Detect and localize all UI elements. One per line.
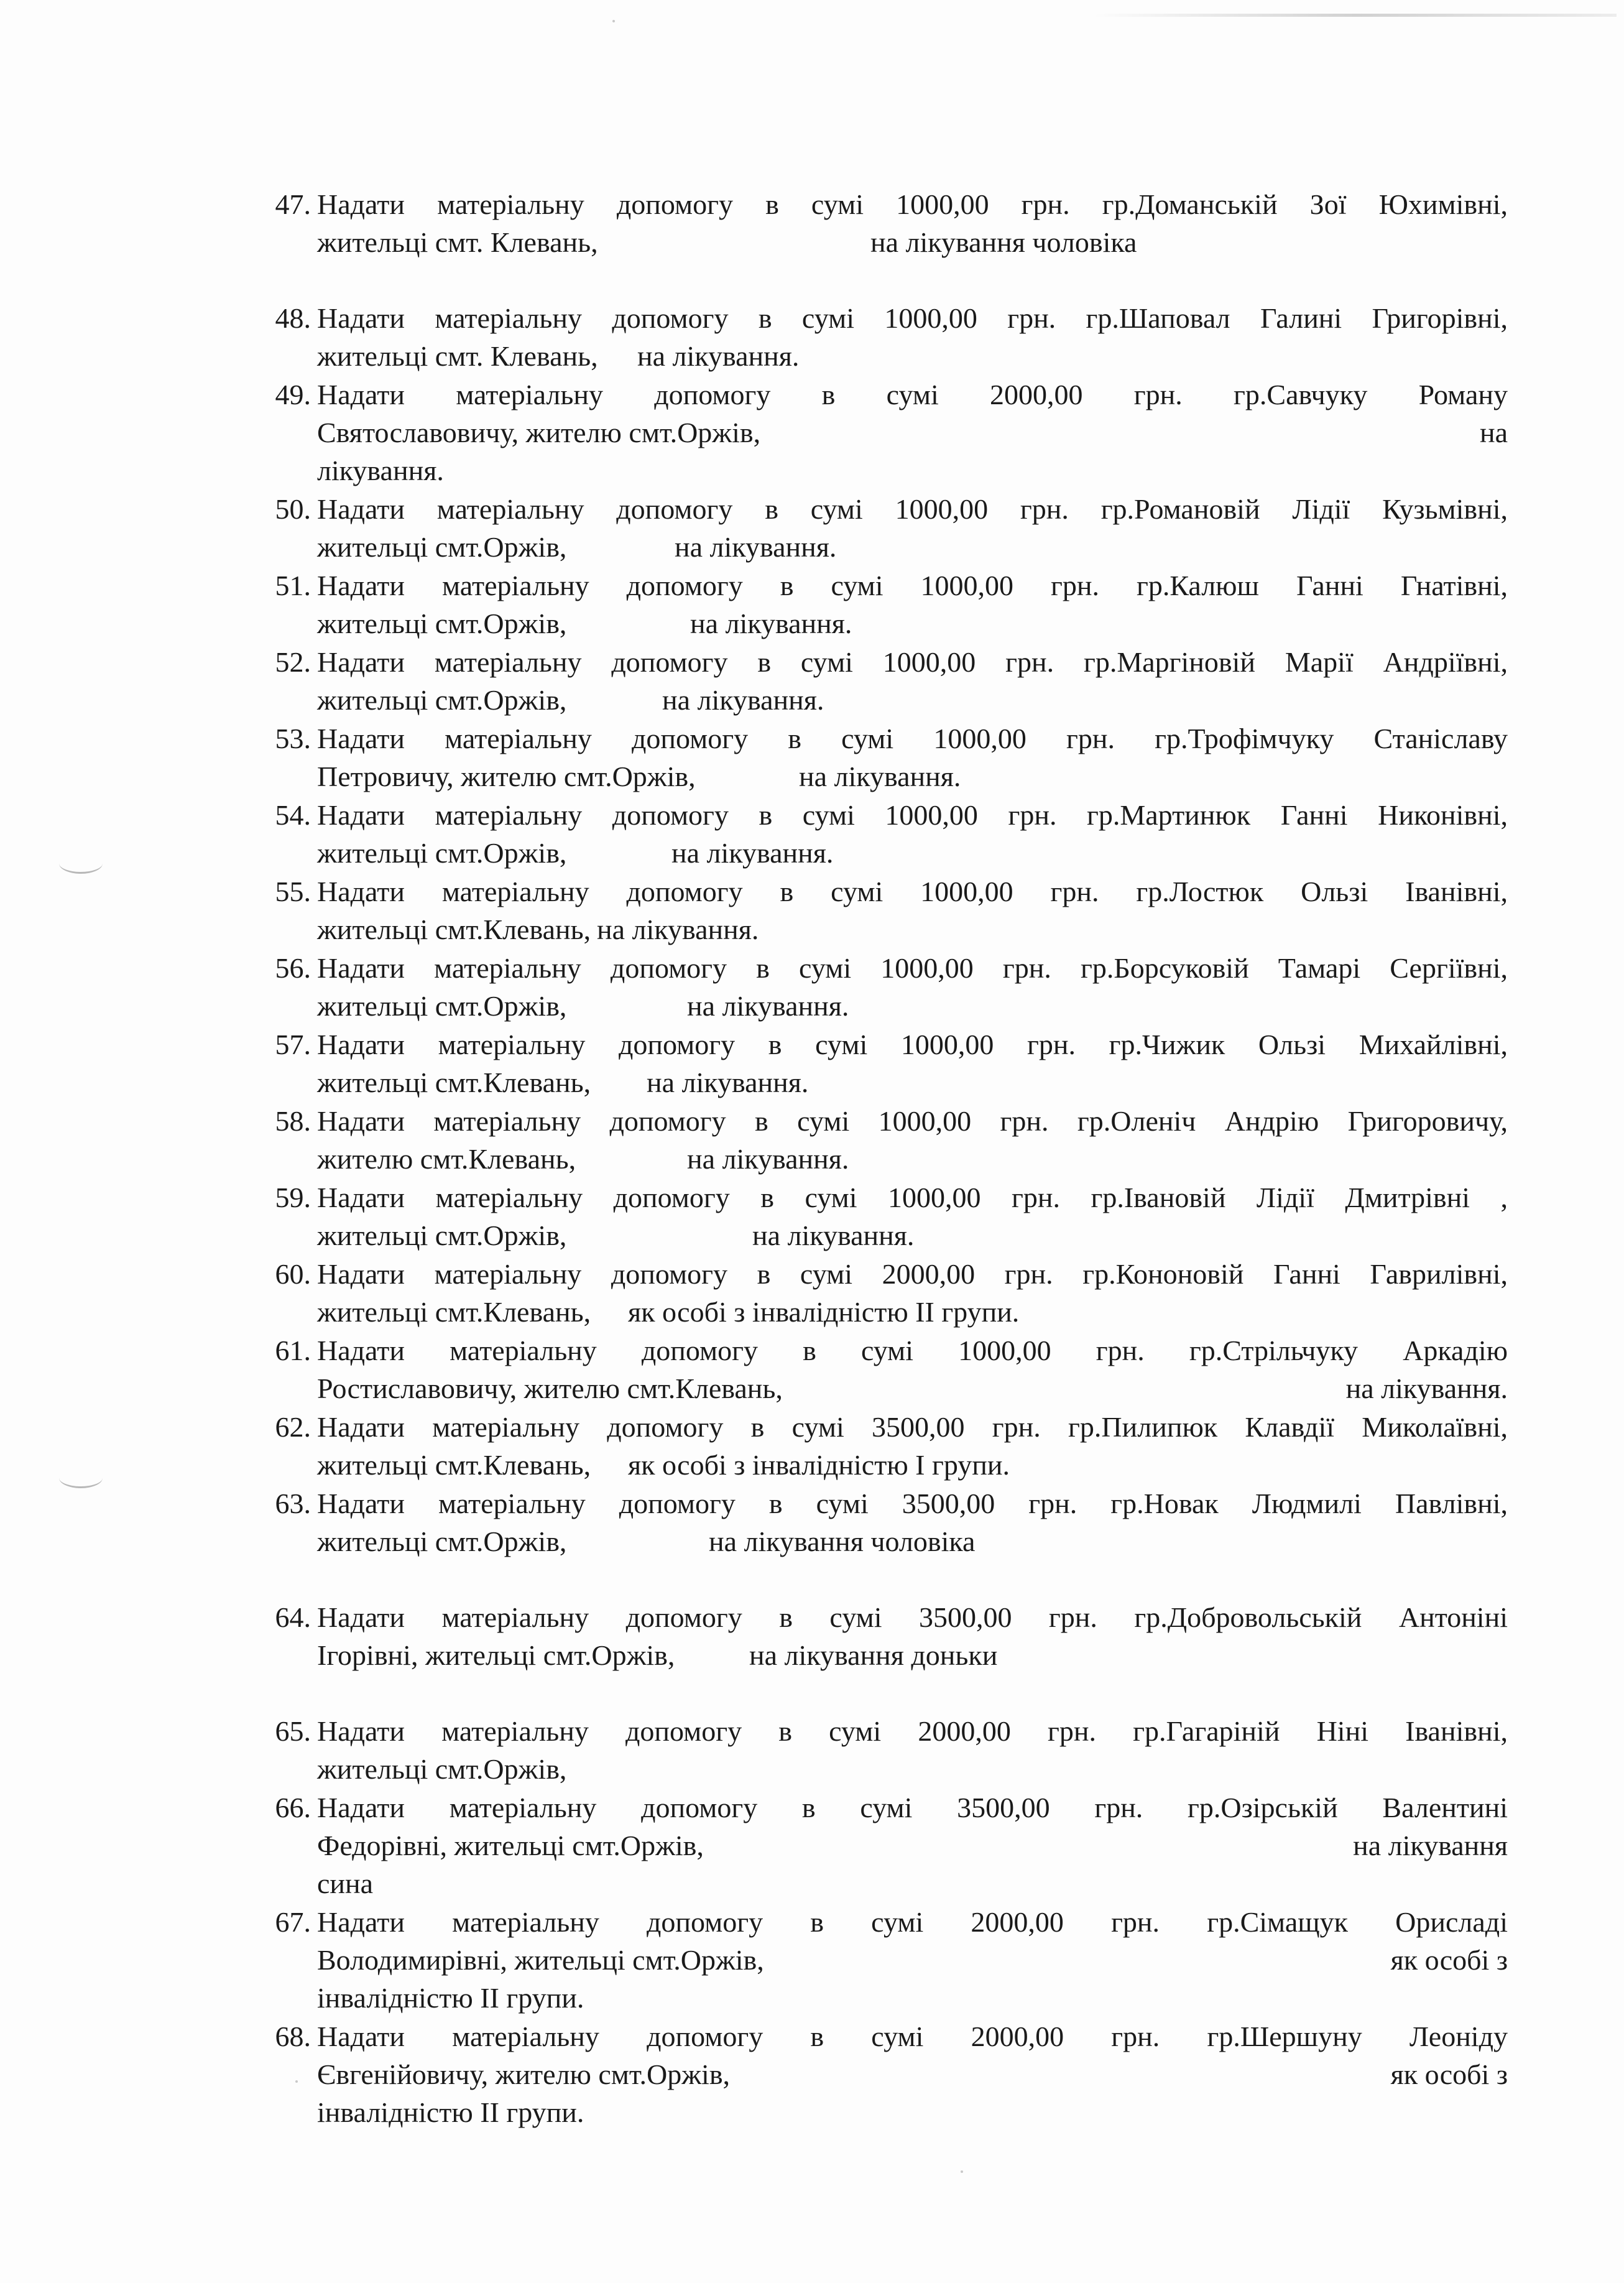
aid-purpose: на лікування чоловіка (870, 226, 1137, 258)
resolution-item (246, 490, 1508, 566)
aid-purpose: на лікування. (637, 340, 800, 372)
item-recipient-line (317, 414, 1508, 452)
resolution-item (246, 1598, 1508, 1674)
aid-purpose: на (1479, 417, 1508, 448)
recipient-residence: Ігорівні, жительці смт.Оржів, (317, 1639, 675, 1671)
item-recipient-line (317, 223, 1508, 261)
item-number: 64. (275, 1601, 311, 1633)
aid-purpose: на лікування. (647, 1067, 809, 1098)
resolution-item (246, 567, 1508, 642)
item-text-line: Надати матеріальну допомогу в сумі 2000,00 грн. гр.Шершуну Леоніду (317, 2021, 1508, 2052)
resolution-item (246, 1102, 1508, 1178)
item-text-line: Надати матеріальну допомогу в сумі 3500,00 грн. гр.Добровольській Антоніні (317, 1601, 1508, 1633)
item-continuation-line: інвалідністю ІІ групи. (317, 1982, 584, 2014)
item-number: 67. (275, 1906, 311, 1938)
item-number: 62. (275, 1411, 311, 1443)
resolution-item (246, 376, 1508, 489)
resolution-item (246, 949, 1508, 1025)
recipient-residence: жительці смт.Оржів, (317, 608, 567, 639)
item-recipient-line (317, 1369, 1508, 1407)
aid-purpose: на лікування чоловіка (709, 1526, 976, 1557)
aid-purpose: на лікування. (752, 1220, 915, 1251)
recipient-residence: Святославовичу, жителю смт.Оржів, (317, 417, 761, 448)
recipient-residence: жительці смт. Клевань, (317, 340, 598, 372)
resolution-item (246, 1331, 1508, 1407)
item-recipient-line (317, 528, 1508, 566)
item-number: 65. (275, 1715, 311, 1747)
item-text-line: Надати матеріальну допомогу в сумі 1000,00 грн. гр.Борсуковій Тамарі Сергіївні, (317, 952, 1508, 984)
resolution-item (246, 1408, 1508, 1484)
item-text-line: Надати матеріальну допомогу в сумі 1000,00 грн. гр.Романовій Лідії Кузьмівні, (317, 493, 1508, 525)
item-text-line: Надати матеріальну допомогу в сумі 1000,00 грн. гр.Доманській Зої Юхимівні, (317, 188, 1508, 220)
item-recipient-line (317, 1446, 1508, 1484)
item-recipient-line (317, 1216, 1508, 1254)
item-number: 47. (275, 188, 311, 220)
item-number: 53. (275, 723, 311, 754)
item-text-line: Надати матеріальну допомогу в сумі 1000,00 грн. гр.Маргіновій Марії Андріївні, (317, 646, 1508, 678)
aid-purpose: як особі з інвалідністю І групи. (628, 1449, 1010, 1481)
aid-purpose: на лікування (1353, 1830, 1508, 1861)
recipient-residence: жительці смт.Оржів, (317, 1753, 567, 1785)
item-number: 56. (275, 952, 311, 984)
item-continuation-line: лікування. (317, 455, 444, 486)
item-number: 61. (275, 1335, 311, 1366)
item-text-line: Надати матеріальну допомогу в сумі 1000,00 грн. гр.Стрільчуку Аркадію (317, 1335, 1508, 1366)
resolution-item (246, 2017, 1508, 2131)
item-number: 60. (275, 1258, 311, 1290)
recipient-residence: жительці смт.Оржів, (317, 837, 567, 869)
item-recipient-line (317, 1063, 1508, 1101)
item-number: 52. (275, 646, 311, 678)
recipient-residence: Володимирівні, жительці смт.Оржів, (317, 1944, 764, 1976)
item-text-line: Надати матеріальну допомогу в сумі 1000,00 грн. гр.Мартинюк Ганні Никонівні, (317, 799, 1508, 831)
item-text-line: Надати матеріальну допомогу в сумі 2000,00 грн. гр.Гагаріній Ніні Іванівні, (317, 1715, 1508, 1747)
aid-purpose: на лікування. (799, 761, 961, 792)
item-text-line: Надати матеріальну допомогу в сумі 1000,00 грн. гр.Чижик Ользі Михайлівні, (317, 1029, 1508, 1060)
recipient-residence: жительці смт.Оржів, (317, 684, 567, 716)
item-number: 54. (275, 799, 311, 831)
recipient-residence: жительці смт.Оржів, (317, 1526, 567, 1557)
aid-purpose: як особі з (1390, 1944, 1508, 1976)
item-recipient-line (317, 834, 1508, 872)
resolution-item (246, 1789, 1508, 1902)
resolution-item (246, 873, 1508, 948)
aid-purpose: на лікування. (671, 837, 834, 869)
recipient-residence: жительці смт.Клевань, (317, 1296, 591, 1328)
resolution-item (246, 185, 1508, 261)
punch-hole-mark (59, 853, 103, 874)
recipient-residence: жительці смт.Оржів, (317, 531, 567, 563)
item-text-line: Надати матеріальну допомогу в сумі 3500,00 грн. гр.Новак Людмилі Павлівні, (317, 1488, 1508, 1519)
aid-purpose: як особі з інвалідністю ІІ групи. (628, 1296, 1020, 1328)
aid-purpose: на лікування доньки (749, 1639, 998, 1671)
item-recipient-line (317, 1522, 1508, 1560)
item-recipient-line (317, 337, 1508, 375)
recipient-residence: жительці смт.Клевань, (317, 1067, 591, 1098)
item-number: 57. (275, 1029, 311, 1060)
resolution-item (246, 643, 1508, 719)
item-text-line: Надати матеріальну допомогу в сумі 1000,00 грн. гр.Івановій Лідії Дмитрівні , (317, 1182, 1508, 1213)
recipient-residence: жителю смт.Клевань, (317, 1143, 576, 1175)
scan-speck (961, 2170, 963, 2173)
item-recipient-line (317, 1827, 1508, 1864)
item-continuation-line: сина (317, 1868, 374, 1899)
recipient-residence: жительці смт.Клевань, (317, 914, 591, 945)
resolution-item (246, 299, 1508, 375)
item-recipient-line (317, 1293, 1508, 1331)
aid-purpose: на лікування. (597, 914, 759, 945)
item-text-line: Надати матеріальну допомогу в сумі 1000,00 грн. гр.Шаповал Галині Григорівні, (317, 302, 1508, 334)
item-recipient-line (317, 681, 1508, 719)
scan-speck (612, 20, 615, 22)
resolution-item (246, 1712, 1508, 1788)
item-recipient-line (317, 987, 1508, 1025)
aid-purpose: на лікування. (687, 990, 849, 1022)
item-number: 55. (275, 876, 311, 907)
item-number: 59. (275, 1182, 311, 1213)
recipient-residence: жительці смт.Оржів, (317, 990, 567, 1022)
resolution-items-list (246, 185, 1508, 2132)
item-text-line: Надати матеріальну допомогу в сумі 2000,00 грн. гр.Кононовій Ганні Гаврилівні, (317, 1258, 1508, 1290)
item-recipient-line (317, 1140, 1508, 1178)
item-number: 50. (275, 493, 311, 525)
aid-purpose: на лікування. (662, 684, 824, 716)
item-continuation-line: інвалідністю ІІ групи. (317, 2096, 584, 2128)
item-number: 66. (275, 1792, 311, 1823)
item-recipient-line (317, 604, 1508, 642)
aid-purpose: як особі з (1390, 2058, 1508, 2090)
resolution-item (246, 1255, 1508, 1331)
recipient-residence: Євгенійовичу, жителю смт.Оржів, (317, 2058, 731, 2090)
item-recipient-line (317, 1750, 1508, 1788)
item-text-line: Надати матеріальну допомогу в сумі 3500,00 грн. гр.Озірській Валентині (317, 1792, 1508, 1823)
item-number: 58. (275, 1105, 311, 1137)
item-number: 68. (275, 2021, 311, 2052)
recipient-residence: Петровичу, жителю смт.Оржів, (317, 761, 696, 792)
item-text-line: Надати матеріальну допомогу в сумі 1000,00 грн. гр.Оленіч Андрію Григоровичу, (317, 1105, 1508, 1137)
item-number: 49. (275, 379, 311, 410)
aid-purpose: на лікування. (1345, 1373, 1508, 1404)
item-recipient-line (317, 757, 1508, 795)
resolution-item (246, 796, 1508, 872)
resolution-item (246, 1179, 1508, 1254)
scan-artifact-line (1094, 14, 1617, 17)
aid-purpose: на лікування. (690, 608, 852, 639)
resolution-item (246, 1903, 1508, 2017)
item-text-line: Надати матеріальну допомогу в сумі 2000,00 грн. гр.Савчуку Роману (317, 379, 1508, 410)
item-number: 48. (275, 302, 311, 334)
punch-hole-mark (59, 1468, 103, 1488)
aid-purpose: на лікування. (687, 1143, 849, 1175)
recipient-residence: жительці смт.Клевань, (317, 1449, 591, 1481)
item-text-line: Надати матеріальну допомогу в сумі 3500,00 грн. гр.Пилипюк Клавдії Миколаївні, (317, 1411, 1508, 1443)
item-number: 63. (275, 1488, 311, 1519)
item-recipient-line (317, 1941, 1508, 1979)
item-text-line: Надати матеріальну допомогу в сумі 1000,00 грн. гр.Лостюк Ользі Іванівні, (317, 876, 1508, 907)
item-text-line: Надати матеріальну допомогу в сумі 1000,00 грн. гр.Трофімчуку Станіславу (317, 723, 1508, 754)
resolution-item (246, 720, 1508, 795)
item-text-line: Надати матеріальну допомогу в сумі 2000,00 грн. гр.Сімащук Орисладі (317, 1906, 1508, 1938)
aid-purpose: на лікування. (675, 531, 837, 563)
recipient-residence: жительці смт.Оржів, (317, 1220, 567, 1251)
item-number: 51. (275, 570, 311, 601)
item-recipient-line (317, 2055, 1508, 2093)
resolution-item (246, 1484, 1508, 1560)
item-text-line: Надати матеріальну допомогу в сумі 1000,00 грн. гр.Калюш Ганні Гнатівні, (317, 570, 1508, 601)
recipient-residence: Федорівні, жительці смт.Оржів, (317, 1830, 704, 1861)
recipient-residence: жительці смт. Клевань, (317, 226, 598, 258)
item-recipient-line (317, 910, 1508, 948)
item-recipient-line (317, 1636, 1508, 1674)
recipient-residence: Ростиславовичу, жителю смт.Клевань, (317, 1373, 783, 1404)
resolution-item (246, 1026, 1508, 1101)
